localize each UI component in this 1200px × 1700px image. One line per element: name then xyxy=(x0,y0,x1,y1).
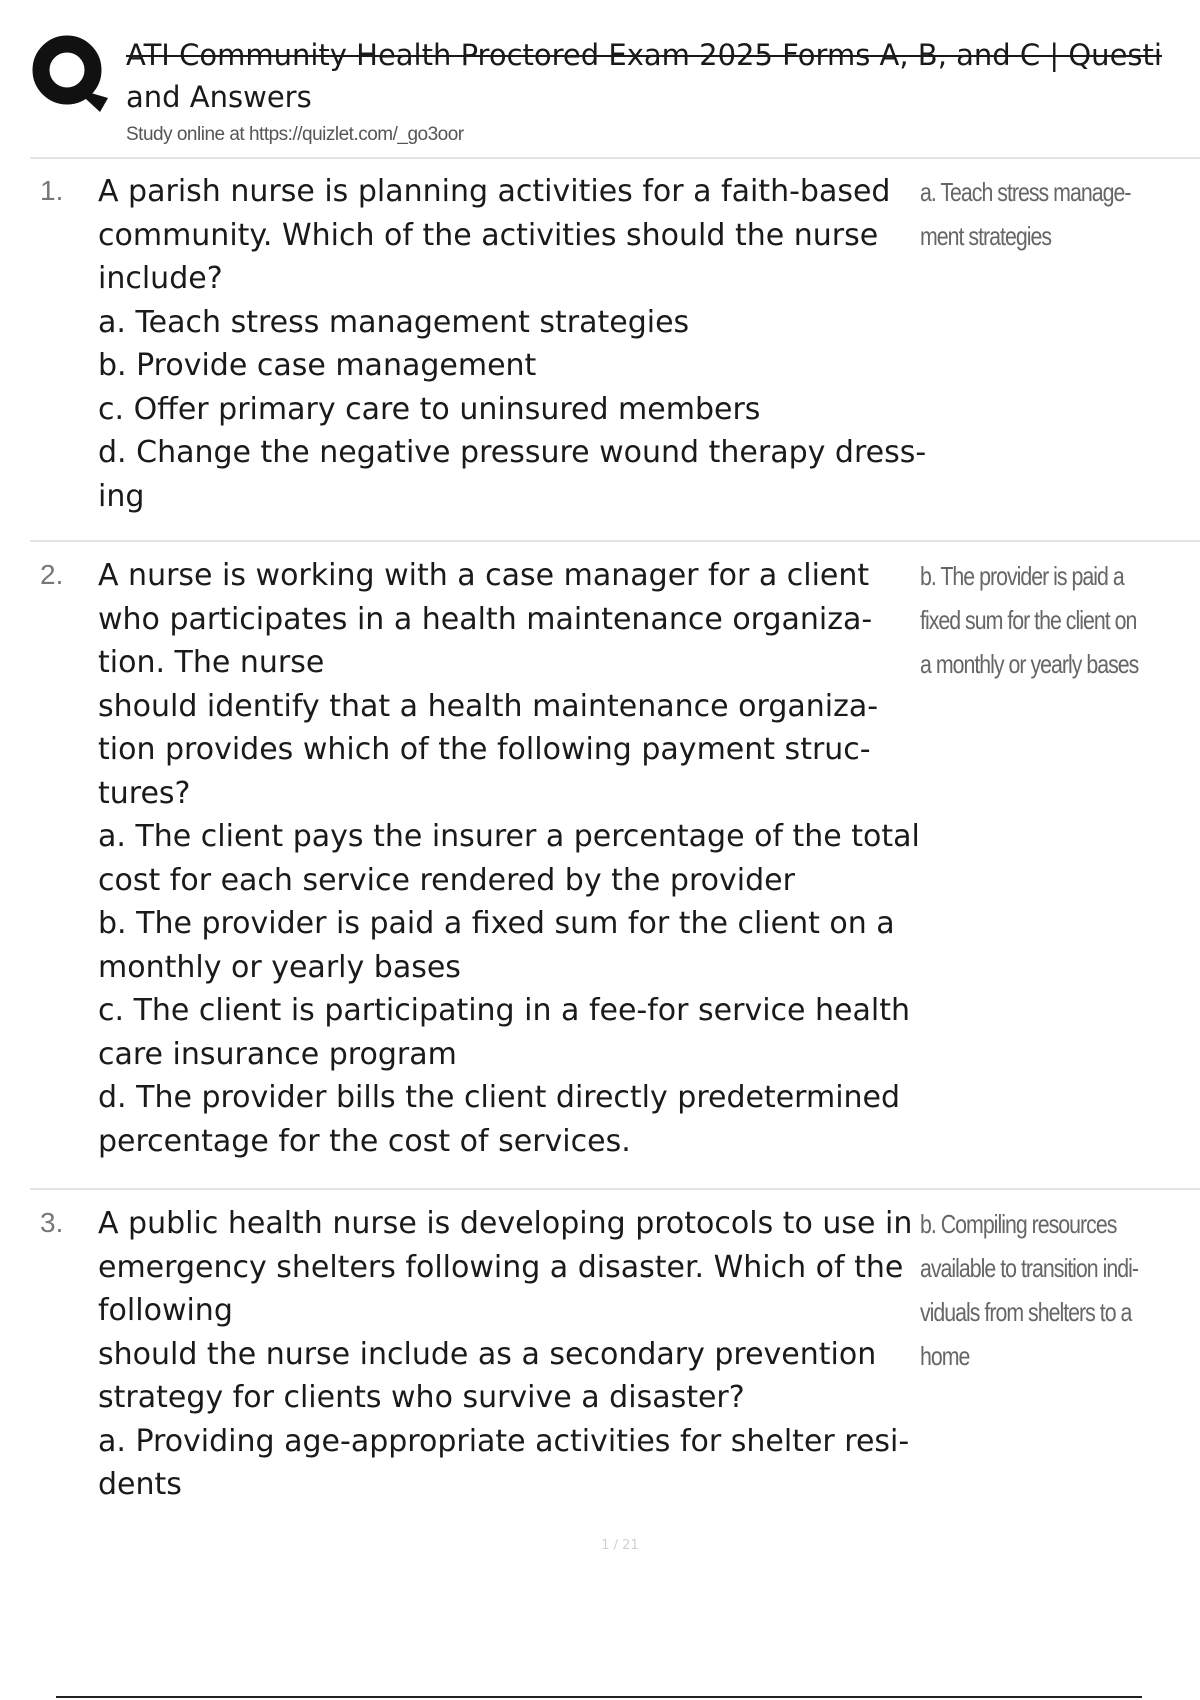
card-divider xyxy=(30,540,1200,542)
title-line-2: and Answers xyxy=(126,80,312,114)
page-title xyxy=(126,34,1200,118)
question-line: monthly or yearly bases xyxy=(98,949,461,985)
question-line: c. The client is participating in a fee-for service health xyxy=(98,993,910,1028)
question-line: following xyxy=(98,1293,233,1328)
question-line: tures? xyxy=(98,775,191,811)
answer-text xyxy=(920,1202,1150,1378)
page-header xyxy=(0,0,1200,160)
question-line: emergency shelters following a disaster. Which of the xyxy=(98,1249,904,1285)
answer-line: b. Compiling resources xyxy=(920,1209,1117,1239)
page-number: 1 / 21 xyxy=(601,1538,639,1553)
question-text xyxy=(98,170,927,518)
question-line: cost for each service rendered by the provider xyxy=(98,862,795,898)
question-text xyxy=(98,554,920,1163)
answer-line: a. Teach stress manage- xyxy=(920,177,1131,207)
question-line: tion provides which of the following payment struc- xyxy=(98,732,871,767)
answer-line: available to transition indi- xyxy=(920,1253,1138,1283)
card-number: 1. xyxy=(40,175,64,206)
question-line: A public health nurse is developing protocols to use in xyxy=(98,1206,913,1241)
question-line: c. Offer primary care to uninsured members xyxy=(98,391,761,427)
question-line: percentage for the cost of services. xyxy=(98,1123,631,1159)
page-bottom-rule xyxy=(56,1696,1142,1698)
card-number: 2. xyxy=(40,559,64,590)
question-line: b. Provide case management xyxy=(98,348,537,383)
quizlet-q-logo-icon xyxy=(30,30,110,116)
question-line: dents xyxy=(98,1467,182,1502)
question-line: a. Providing age-appropriate activities for shelter resi- xyxy=(98,1423,910,1459)
answer-line: fixed sum for the client on xyxy=(920,605,1137,635)
question-line: d. Change the negative pressure wound therapy dress- xyxy=(98,435,927,470)
header-divider xyxy=(30,157,1200,159)
question-line: should the nurse include as a secondary prevention xyxy=(98,1336,877,1372)
question-text xyxy=(98,1202,913,1507)
question-line: care insurance program xyxy=(98,1036,457,1072)
answer-text xyxy=(920,170,1150,258)
question-line: tion. The nurse xyxy=(98,645,325,680)
answer-line: home xyxy=(920,1341,970,1371)
card-divider xyxy=(30,1188,1200,1190)
answer-line: ment strategies xyxy=(920,221,1051,251)
answer-line: b. The provider is paid a xyxy=(920,561,1124,591)
question-line: A parish nurse is planning activities for a faith-based xyxy=(98,174,891,209)
answer-line: a monthly or yearly bases xyxy=(920,649,1139,679)
title-line-1: ATI Community Health Proctored Exam 2025 Forms A, B, and C | Questi xyxy=(126,38,1162,72)
question-line: A nurse is working with a case manager for a client xyxy=(98,558,870,593)
question-line: should identify that a health maintenance organiza- xyxy=(98,688,879,724)
question-line: strategy for clients who survive a disaster? xyxy=(98,1380,745,1415)
question-line: a. Teach stress management strategies xyxy=(98,304,690,340)
question-line: b. The provider is paid a fixed sum for the client on a xyxy=(98,906,895,941)
question-line: d. The provider bills the client directly predetermined xyxy=(98,1080,901,1115)
answer-text xyxy=(920,554,1150,686)
question-line: include? xyxy=(98,261,223,296)
study-online-link[interactable]: Study online at https://quizlet.com/_go3oor xyxy=(126,124,464,145)
question-line: community. Which of the activities should the nurse xyxy=(98,217,879,253)
question-line: who participates in a health maintenance organiza- xyxy=(98,601,873,637)
question-line: ing xyxy=(98,478,145,514)
question-line: a. The client pays the insurer a percentage of the total xyxy=(98,819,920,854)
card-number: 3. xyxy=(40,1207,64,1238)
answer-line: viduals from shelters to a xyxy=(920,1297,1132,1327)
